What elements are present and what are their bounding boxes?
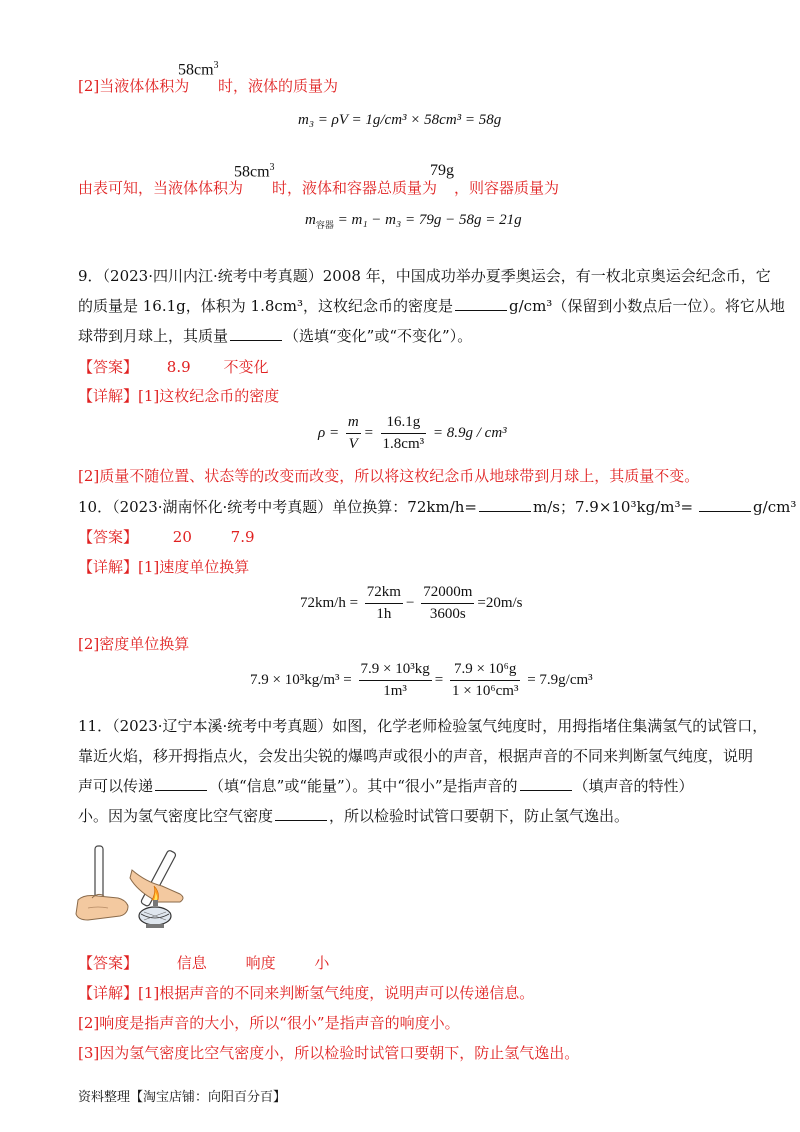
detail-text-2: [2]密度单位换算: [78, 635, 190, 653]
frac-den-2: 3600s: [421, 603, 474, 623]
footer-text: 资料整理【淘宝店铺：向阳百分百】: [78, 1090, 287, 1105]
q11-text-2: 靠近火焰，移开拇指点火，会发出尖锐的爆鸣声或很小的声音，根据声音的不同来判断氢气纯度，说明: [78, 747, 754, 765]
answer-1: 8.9: [166, 358, 191, 376]
hydrogen-test-illustration: [74, 842, 224, 934]
top-line2-mid: [272, 178, 437, 198]
eq2-lhs: m: [305, 212, 316, 228]
q9-blank-2[interactable]: [230, 326, 282, 341]
detail-text-3: [3]因为氢气密度比空气密度小，所以检验时试管口要朝下，防止氢气逸出。: [78, 1044, 580, 1062]
detail-label: 【详解】: [78, 387, 139, 405]
q9-blank-1[interactable]: [455, 296, 507, 311]
answer-label: 【答案】: [78, 954, 139, 972]
frac-den: V: [346, 433, 361, 453]
eq2-rhs: = m₁ − m₃ = 79g − 58g = 21g: [333, 212, 522, 228]
q9-text-3b: （选填“变化”或“不变化”）。: [284, 327, 473, 345]
equation-text: m₃ = ρV = 1g/cm³ × 58cm³ = 58g: [298, 112, 502, 128]
q9-detail-1: [78, 386, 279, 406]
q10-blank-1[interactable]: [479, 497, 531, 512]
q10-text-c: g/cm³: [753, 498, 797, 516]
q9-text-3a: 球带到月球上，其质量: [78, 327, 229, 345]
q9-line3: [78, 326, 472, 346]
frac-den-2: 1 × 10⁶cm³: [450, 680, 521, 700]
q11-blank-1[interactable]: [155, 776, 207, 791]
rho-rhs: = 8.9g / cm³: [429, 424, 507, 441]
q11-text-4b: ，所以检验时试管口要朝下，防止氢气逸出。: [329, 807, 630, 825]
fraction-m-v: [346, 414, 361, 453]
volume-value-2: 58cm: [234, 163, 270, 181]
density-rhs: = 7.9g/cm³: [523, 671, 593, 688]
top-equation-2: [305, 212, 522, 231]
answer-1: 信息: [176, 954, 207, 972]
frac-num: 7.9 × 10³kg: [360, 661, 430, 677]
q11-line2: [78, 746, 753, 766]
q10-blank-2[interactable]: [699, 497, 751, 512]
q11-text-4a: 小。因为氢气密度比空气密度: [78, 807, 274, 825]
q9-text-2b: g/cm³（保留到小数点后一位）。将它从地: [509, 297, 785, 315]
answer-label: 【答案】: [78, 358, 139, 376]
q10-answer: [78, 527, 255, 547]
top-line2-suffix: [454, 178, 559, 198]
speed-lhs: 72km/h =: [300, 594, 362, 611]
q11-text-1: 11．（2023·辽宁本溪·统考中考真题）如图，化学老师检验氢气纯度时，用拇指堵住集满氢气的试管口，: [78, 717, 768, 735]
q11-blank-3[interactable]: [275, 806, 327, 821]
fraction-72km-1h: [365, 584, 403, 623]
q9-answer: [78, 357, 268, 377]
q9-line2: [78, 296, 785, 316]
q11-answer: [78, 953, 329, 973]
eq2-sub: 容器: [315, 220, 334, 230]
frac-num-2: 7.9 × 10⁶g: [453, 661, 517, 677]
frac-den-2: 1.8cm³: [381, 433, 427, 453]
top-line1-volume: $58cm^3$: [178, 60, 219, 79]
volume-value: 58cm: [178, 61, 214, 79]
detail-text-2: [2]质量不随位置、状态等的改变而改变，所以将这枚纪念币从地球带到月球上，其质量不变。: [78, 467, 700, 485]
frac-den: 1m³: [359, 680, 432, 700]
answer-2: 响度: [245, 954, 276, 972]
q9-text-2a: 的质量是 16.1g，体积为 1.8cm³，这枚纪念币的密度是: [78, 297, 454, 315]
q11-text-3a: 声可以传递: [78, 777, 154, 795]
answer-2: 7.9: [230, 528, 255, 546]
tube-over-lamp: [130, 850, 183, 928]
answer-label: 【答案】: [78, 528, 139, 546]
q11-text-3b: （填“信息”或“能量”）。其中“很小”是指声音的: [209, 777, 518, 795]
answer-3: 小: [314, 954, 330, 972]
answer-2: 不变化: [223, 358, 269, 376]
detail-label: 【详解】: [78, 984, 139, 1002]
q11-line1: [78, 716, 767, 736]
frac-num: 72km: [366, 584, 401, 600]
top-equation-1: [298, 112, 501, 129]
fraction-density-1: [359, 661, 432, 700]
top-line1: [78, 76, 189, 96]
detail-text-2: [2]响度是指声音的大小，所以“很小”是指声音的响度小。: [78, 1014, 460, 1032]
frac-num-2: 16.1g: [386, 414, 421, 430]
q10-equation-2: 7.9 × 10³kg/m³ = $\frac{\text{7.9 × 10³kg}}{\text{1m³}}$ = $\frac{\text{7.9 × 10⁶g}}{\text{1 × 10⁶cm³}}$ = 7.9g/cm³: [250, 661, 593, 699]
q9-text-1: 9．（2023·四川内江·统考中考真题）2008 年，中国成功举办夏季奥运会，有一枚北京奥运会纪念币，它: [78, 267, 771, 285]
fraction-values: [381, 414, 427, 453]
top-line2-prefix: [78, 178, 243, 198]
q9-detail-2: [78, 466, 699, 486]
detail-label: 【详解】: [78, 558, 139, 576]
q11-line3: [78, 776, 694, 796]
rho-lhs: ρ =: [318, 424, 343, 441]
top-line2-volume: $58cm^3$: [234, 162, 275, 181]
detail-text: [1]速度单位换算: [138, 558, 250, 576]
q10-line1: [78, 497, 796, 517]
fraction-density-2: [450, 661, 521, 700]
speed-rhs: =20m/s: [477, 594, 523, 611]
hand-with-tube: [76, 846, 128, 920]
q9-equation: ρ = $\frac{m}{V}$ = $\frac{16.1g}{\text{1.8cm³}}$ = 8.9g / cm³: [318, 414, 507, 452]
line2-mid: 时，液体和容器总质量为: [272, 179, 438, 197]
q9-line1: [78, 266, 771, 286]
detail-text: [1]这枚纪念币的密度: [138, 387, 280, 405]
q11-text-3c: （填声音的特性）: [573, 777, 694, 795]
line1-prefix: [2]当液体体积为: [78, 77, 190, 95]
q11-blank-2[interactable]: [520, 776, 572, 791]
q10-detail-2: [78, 634, 189, 654]
answer-1: 20: [172, 528, 192, 546]
frac-den: 1h: [365, 603, 403, 623]
q11-detail-1: [78, 983, 534, 1003]
mass-value: 79g: [430, 162, 454, 179]
line1-suffix: 时，液体的质量为: [218, 77, 339, 95]
fraction-72000m-3600s: [421, 584, 474, 623]
line2-suffix: ，则容器质量为: [454, 179, 560, 197]
detail-text-1: [1]根据声音的不同来判断氢气纯度，说明声可以传递信息。: [138, 984, 535, 1002]
line2-prefix: 由表可知，当液体体积为: [78, 179, 244, 197]
density-lhs: 7.9 × 10³kg/m³ =: [250, 671, 356, 688]
top-line2-mass: [430, 162, 454, 180]
frac-num-2: 72000m: [423, 584, 473, 600]
top-line1-suffix: [218, 76, 338, 96]
q10-detail-1: [78, 557, 249, 577]
q11-detail-3: [78, 1043, 579, 1063]
q10-text-a: 10．（2023·湖南怀化·统考中考真题）单位换算：72km/h=: [78, 498, 477, 516]
q11-detail-2: [78, 1013, 460, 1033]
page-footer: [78, 1086, 286, 1105]
q10-equation-1: 72km/h = $\frac{72km}{1h}$ − $\frac{72000m}{3600s}$ =20m/s: [300, 584, 523, 622]
frac-num: m: [347, 414, 359, 430]
q10-text-b: m/s；7.9×10³kg/m³=: [532, 498, 694, 516]
q11-line4: [78, 806, 629, 826]
